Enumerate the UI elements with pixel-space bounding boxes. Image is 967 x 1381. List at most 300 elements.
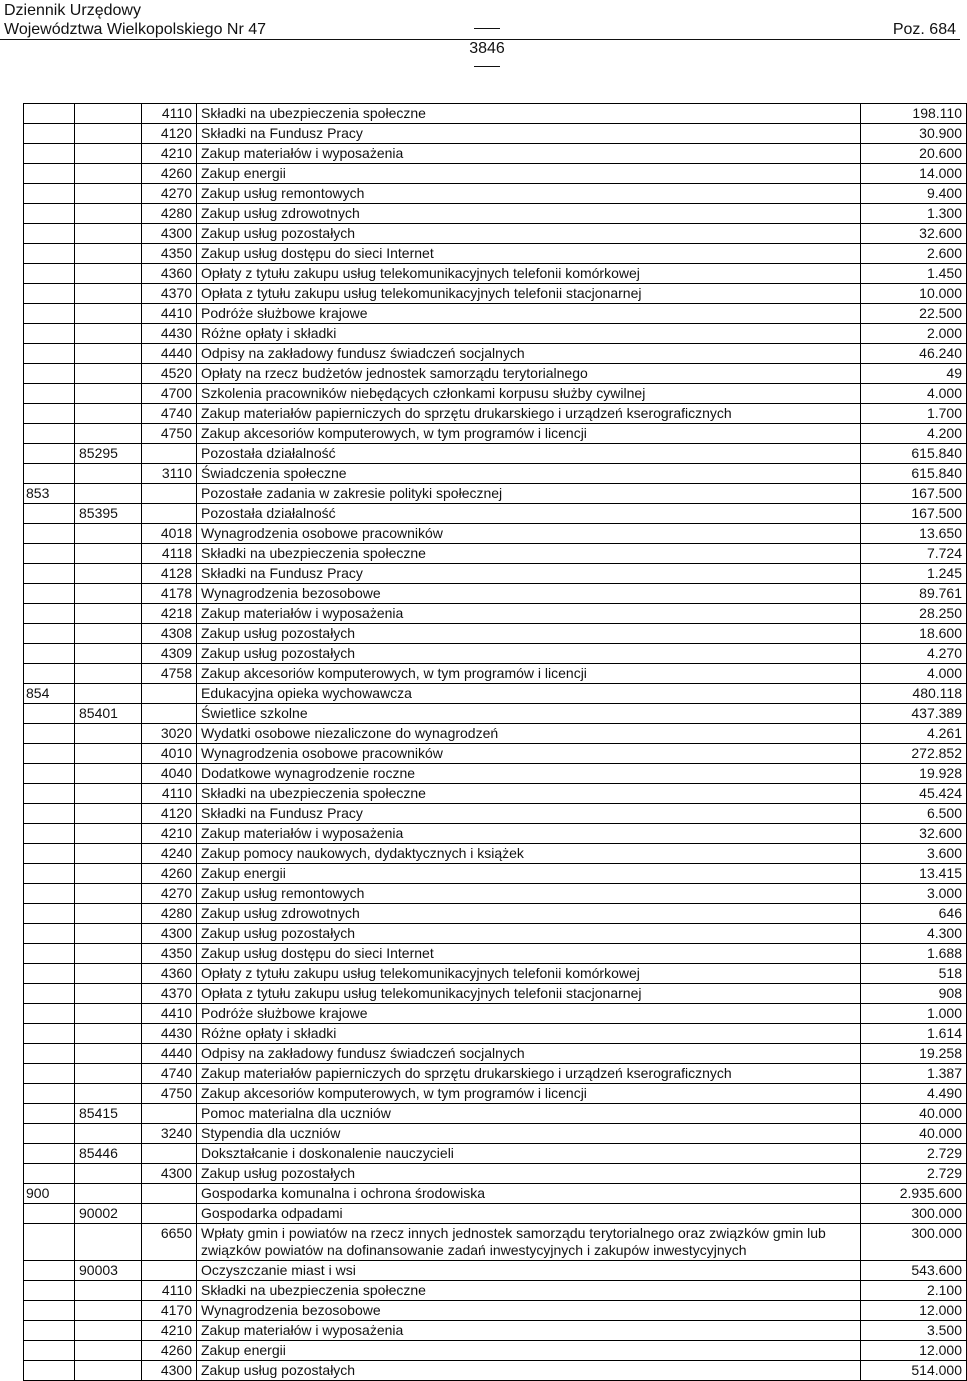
paragraf-cell: 3110 — [142, 464, 197, 484]
kwota-cell: 1.614 — [861, 1024, 967, 1044]
kwota-cell: 2.100 — [861, 1281, 967, 1301]
rozdzial-cell — [75, 684, 142, 704]
kwota-cell: 167.500 — [861, 484, 967, 504]
nazwa-cell: Zakup usług pozostałych — [197, 624, 861, 644]
dzial-cell — [24, 1261, 75, 1281]
nazwa-cell: Zakup akcesoriów komputerowych, w tym programów i licencji — [197, 424, 861, 444]
paragraf-cell — [142, 444, 197, 464]
table-row — [24, 544, 967, 564]
table-row — [24, 624, 967, 644]
kwota-cell: 1.450 — [861, 264, 967, 284]
dzial-cell — [24, 164, 75, 184]
table-row — [24, 104, 967, 124]
rozdzial-cell — [75, 324, 142, 344]
paragraf-cell — [142, 704, 197, 724]
journal-subtitle: Województwa Wielkopolskiego Nr 47 — [4, 21, 267, 38]
kwota-cell: 89.761 — [861, 584, 967, 604]
table-row — [24, 1164, 967, 1184]
dzial-cell — [24, 644, 75, 664]
kwota-cell: 4.000 — [861, 384, 967, 404]
nazwa-cell: Zakup usług pozostałych — [197, 224, 861, 244]
nazwa-cell: Pomoc materialna dla uczniów — [197, 1104, 861, 1124]
nazwa-cell: Odpisy na zakładowy fundusz świadczeń socjalnych — [197, 344, 861, 364]
nazwa-cell: Zakup materiałów i wyposażenia — [197, 1321, 861, 1341]
table-row — [24, 1224, 967, 1261]
paragraf-cell: 3240 — [142, 1124, 197, 1144]
rozdzial-cell — [75, 944, 142, 964]
paragraf-cell: 4370 — [142, 284, 197, 304]
table-row — [24, 804, 967, 824]
kwota-cell: 2.729 — [861, 1164, 967, 1184]
kwota-cell: 45.424 — [861, 784, 967, 804]
rozdzial-cell — [75, 1164, 142, 1184]
nazwa-cell: Pozostała działalność — [197, 444, 861, 464]
dzial-cell — [24, 1361, 75, 1381]
rozdzial-cell: 85295 — [75, 444, 142, 464]
paragraf-cell — [142, 684, 197, 704]
paragraf-cell: 4218 — [142, 604, 197, 624]
table-row — [24, 684, 967, 704]
rozdzial-cell — [75, 404, 142, 424]
dzial-cell: 900 — [24, 1184, 75, 1204]
rozdzial-cell — [75, 224, 142, 244]
kwota-cell: 615.840 — [861, 464, 967, 484]
dzial-cell — [24, 544, 75, 564]
dzial-cell — [24, 964, 75, 984]
rozdzial-cell — [75, 1361, 142, 1381]
rozdzial-cell — [75, 1281, 142, 1301]
paragraf-cell: 4300 — [142, 924, 197, 944]
table-row — [24, 944, 967, 964]
rozdzial-cell: 90002 — [75, 1204, 142, 1224]
dzial-cell — [24, 824, 75, 844]
kwota-cell: 2.729 — [861, 1144, 967, 1164]
dzial-cell — [24, 1004, 75, 1024]
paragraf-cell: 4360 — [142, 964, 197, 984]
dzial-cell — [24, 424, 75, 444]
budget-table — [23, 103, 967, 1381]
nazwa-cell: Odpisy na zakładowy fundusz świadczeń socjalnych — [197, 1044, 861, 1064]
nazwa-cell: Zakup materiałów i wyposażenia — [197, 604, 861, 624]
paragraf-cell: 4740 — [142, 1064, 197, 1084]
table-row — [24, 1044, 967, 1064]
nazwa-cell: Gospodarka odpadami — [197, 1204, 861, 1224]
table-row — [24, 424, 967, 444]
table-row — [24, 1301, 967, 1321]
paragraf-cell: 4430 — [142, 1024, 197, 1044]
kwota-cell: 18.600 — [861, 624, 967, 644]
kwota-cell: 167.500 — [861, 504, 967, 524]
nazwa-cell: Wynagrodzenia osobowe pracowników — [197, 524, 861, 544]
dzial-cell — [24, 584, 75, 604]
nazwa-cell: Wpłaty gmin i powiatów na rzecz innych jednostek samorządu terytorialnego oraz związków gmin lub związków powiatów na dofinansowanie zadań inwestycyjnych i zakupów inwestycyjnych — [197, 1224, 861, 1261]
nazwa-cell: Świadczenia społeczne — [197, 464, 861, 484]
nazwa-cell: Składki na ubezpieczenia społeczne — [197, 1281, 861, 1301]
paragraf-cell — [142, 1184, 197, 1204]
rozdzial-cell — [75, 624, 142, 644]
kwota-cell: 1.688 — [861, 944, 967, 964]
nazwa-cell: Wynagrodzenia bezosobowe — [197, 584, 861, 604]
kwota-cell: 300.000 — [861, 1204, 967, 1224]
table-row — [24, 564, 967, 584]
kwota-cell: 646 — [861, 904, 967, 924]
paragraf-cell: 4300 — [142, 1361, 197, 1381]
paragraf-cell: 4178 — [142, 584, 197, 604]
nazwa-cell: Zakup usług zdrowotnych — [197, 904, 861, 924]
nazwa-cell: Opłata z tytułu zakupu usług telekomunikacyjnych telefonii stacjonarnej — [197, 984, 861, 1004]
kwota-cell: 40.000 — [861, 1104, 967, 1124]
rozdzial-cell — [75, 364, 142, 384]
table-row — [24, 1124, 967, 1144]
paragraf-cell: 3020 — [142, 724, 197, 744]
dzial-cell — [24, 624, 75, 644]
rozdzial-cell — [75, 524, 142, 544]
nazwa-cell: Opłaty z tytułu zakupu usług telekomunikacyjnych telefonii komórkowej — [197, 964, 861, 984]
nazwa-cell: Dodatkowe wynagrodzenie roczne — [197, 764, 861, 784]
dzial-cell: 853 — [24, 484, 75, 504]
nazwa-cell: Składki na Fundusz Pracy — [197, 564, 861, 584]
dzial-cell — [24, 1204, 75, 1224]
rozdzial-cell — [75, 204, 142, 224]
nazwa-cell: Wynagrodzenia osobowe pracowników — [197, 744, 861, 764]
dzial-cell — [24, 344, 75, 364]
nazwa-cell: Pozostała działalność — [197, 504, 861, 524]
table-row — [24, 524, 967, 544]
table-row — [24, 404, 967, 424]
rozdzial-cell — [75, 1301, 142, 1321]
position-number: Poz. 684 — [892, 21, 956, 38]
paragraf-cell: 4410 — [142, 1004, 197, 1024]
table-row — [24, 744, 967, 764]
nazwa-cell: Zakup usług pozostałych — [197, 924, 861, 944]
kwota-cell: 19.258 — [861, 1044, 967, 1064]
nazwa-cell: Różne opłaty i składki — [197, 1024, 861, 1044]
paragraf-cell: 4120 — [142, 804, 197, 824]
paragraf-cell — [142, 1204, 197, 1224]
table-row — [24, 644, 967, 664]
kwota-cell: 22.500 — [861, 304, 967, 324]
paragraf-cell: 4110 — [142, 104, 197, 124]
paragraf-cell: 4350 — [142, 244, 197, 264]
nazwa-cell: Opłaty z tytułu zakupu usług telekomunikacyjnych telefonii komórkowej — [197, 264, 861, 284]
dzial-cell — [24, 104, 75, 124]
rozdzial-cell — [75, 344, 142, 364]
paragraf-cell: 4440 — [142, 1044, 197, 1064]
paragraf-cell: 4280 — [142, 204, 197, 224]
rozdzial-cell: 85415 — [75, 1104, 142, 1124]
paragraf-cell: 4260 — [142, 164, 197, 184]
table-row — [24, 984, 967, 1004]
nazwa-cell: Zakup usług pozostałych — [197, 644, 861, 664]
budget-table-body — [24, 104, 967, 1381]
paragraf-cell: 4110 — [142, 784, 197, 804]
paragraf-cell — [142, 484, 197, 504]
kwota-cell: 4.300 — [861, 924, 967, 944]
table-row — [24, 904, 967, 924]
paragraf-cell: 4260 — [142, 864, 197, 884]
rozdzial-cell — [75, 1341, 142, 1361]
kwota-cell: 19.928 — [861, 764, 967, 784]
nazwa-cell: Stypendia dla uczniów — [197, 1124, 861, 1144]
rozdzial-cell — [75, 1084, 142, 1104]
rozdzial-cell — [75, 544, 142, 564]
nazwa-cell: Zakup usług dostępu do sieci Internet — [197, 944, 861, 964]
kwota-cell: 12.000 — [861, 1341, 967, 1361]
kwota-cell: 518 — [861, 964, 967, 984]
dzial-cell — [24, 364, 75, 384]
kwota-cell: 4.270 — [861, 644, 967, 664]
rozdzial-cell: 90003 — [75, 1261, 142, 1281]
dzial-cell — [24, 604, 75, 624]
nazwa-cell: Opłata z tytułu zakupu usług telekomunikacyjnych telefonii stacjonarnej — [197, 284, 861, 304]
kwota-cell: 30.900 — [861, 124, 967, 144]
dzial-cell — [24, 404, 75, 424]
nazwa-cell: Opłaty na rzecz budżetów jednostek samorządu terytorialnego — [197, 364, 861, 384]
dzial-cell — [24, 884, 75, 904]
dzial-cell — [24, 764, 75, 784]
nazwa-cell: Składki na Fundusz Pracy — [197, 124, 861, 144]
paragraf-cell: 4110 — [142, 1281, 197, 1301]
nazwa-cell: Zakup usług zdrowotnych — [197, 204, 861, 224]
rozdzial-cell — [75, 1224, 142, 1261]
rozdzial-cell — [75, 1184, 142, 1204]
rozdzial-cell — [75, 884, 142, 904]
kwota-cell: 1.245 — [861, 564, 967, 584]
table-row — [24, 1104, 967, 1124]
rozdzial-cell — [75, 264, 142, 284]
table-row — [24, 304, 967, 324]
rozdzial-cell — [75, 804, 142, 824]
kwota-cell: 20.600 — [861, 144, 967, 164]
paragraf-cell: 4360 — [142, 264, 197, 284]
kwota-cell: 480.118 — [861, 684, 967, 704]
paragraf-cell: 4350 — [142, 944, 197, 964]
kwota-cell: 3.000 — [861, 884, 967, 904]
nazwa-cell: Zakup energii — [197, 864, 861, 884]
table-row — [24, 1204, 967, 1224]
dzial-cell — [24, 1064, 75, 1084]
dash-left — [474, 28, 500, 29]
paragraf-cell — [142, 1104, 197, 1124]
paragraf-cell: 4300 — [142, 224, 197, 244]
dzial-cell — [24, 1321, 75, 1341]
dzial-cell — [24, 144, 75, 164]
kwota-cell: 4.261 — [861, 724, 967, 744]
nazwa-cell: Świetlice szkolne — [197, 704, 861, 724]
rozdzial-cell — [75, 604, 142, 624]
rozdzial-cell — [75, 1044, 142, 1064]
nazwa-cell: Podróże służbowe krajowe — [197, 1004, 861, 1024]
kwota-cell: 198.110 — [861, 104, 967, 124]
dzial-cell — [24, 784, 75, 804]
paragraf-cell: 4170 — [142, 1301, 197, 1321]
rozdzial-cell: 85395 — [75, 504, 142, 524]
nazwa-cell: Składki na ubezpieczenia społeczne — [197, 544, 861, 564]
rozdzial-cell — [75, 984, 142, 1004]
dzial-cell — [24, 524, 75, 544]
rozdzial-cell — [75, 844, 142, 864]
rozdzial-cell — [75, 584, 142, 604]
rozdzial-cell — [75, 924, 142, 944]
table-row — [24, 264, 967, 284]
paragraf-cell — [142, 504, 197, 524]
dzial-cell — [24, 804, 75, 824]
rozdzial-cell — [75, 184, 142, 204]
paragraf-cell: 4270 — [142, 884, 197, 904]
kwota-cell: 7.724 — [861, 544, 967, 564]
table-row — [24, 844, 967, 864]
dzial-cell — [24, 564, 75, 584]
table-row — [24, 224, 967, 244]
dzial-cell — [24, 1084, 75, 1104]
paragraf-cell — [142, 1144, 197, 1164]
nazwa-cell: Wydatki osobowe niezaliczone do wynagrodzeń — [197, 724, 861, 744]
paragraf-cell: 4300 — [142, 1164, 197, 1184]
kwota-cell: 514.000 — [861, 1361, 967, 1381]
kwota-cell: 1.387 — [861, 1064, 967, 1084]
kwota-cell: 1.300 — [861, 204, 967, 224]
kwota-cell: 46.240 — [861, 344, 967, 364]
dzial-cell — [24, 1024, 75, 1044]
kwota-cell: 4.490 — [861, 1084, 967, 1104]
table-row — [24, 204, 967, 224]
nazwa-cell: Składki na ubezpieczenia społeczne — [197, 104, 861, 124]
rozdzial-cell — [75, 464, 142, 484]
dzial-cell — [24, 924, 75, 944]
table-row — [24, 784, 967, 804]
paragraf-cell: 4128 — [142, 564, 197, 584]
nazwa-cell: Składki na Fundusz Pracy — [197, 804, 861, 824]
nazwa-cell: Zakup energii — [197, 164, 861, 184]
paragraf-cell: 4280 — [142, 904, 197, 924]
dzial-cell — [24, 1104, 75, 1124]
nazwa-cell: Gospodarka komunalna i ochrona środowiska — [197, 1184, 861, 1204]
dzial-cell — [24, 324, 75, 344]
dzial-cell — [24, 224, 75, 244]
nazwa-cell: Zakup materiałów papierniczych do sprzętu drukarskiego i urządzeń kserograficznych — [197, 1064, 861, 1084]
kwota-cell: 28.250 — [861, 604, 967, 624]
paragraf-cell: 4750 — [142, 424, 197, 444]
rozdzial-cell — [75, 784, 142, 804]
table-row — [24, 964, 967, 984]
dzial-cell — [24, 844, 75, 864]
kwota-cell: 4.000 — [861, 664, 967, 684]
dzial-cell — [24, 1224, 75, 1261]
rozdzial-cell — [75, 164, 142, 184]
dzial-cell — [24, 384, 75, 404]
table-row — [24, 1341, 967, 1361]
nazwa-cell: Zakup materiałów i wyposażenia — [197, 824, 861, 844]
table-row — [24, 884, 967, 904]
paragraf-cell: 4018 — [142, 524, 197, 544]
table-row — [24, 1361, 967, 1381]
table-row — [24, 184, 967, 204]
dzial-cell — [24, 204, 75, 224]
table-row — [24, 284, 967, 304]
table-row — [24, 1024, 967, 1044]
rozdzial-cell — [75, 1321, 142, 1341]
nazwa-cell: Zakup akcesoriów komputerowych, w tym programów i licencji — [197, 1084, 861, 1104]
dzial-cell — [24, 504, 75, 524]
nazwa-cell: Edukacyjna opieka wychowawcza — [197, 684, 861, 704]
dzial-cell — [24, 1124, 75, 1144]
paragraf-cell: 4118 — [142, 544, 197, 564]
paragraf-cell: 4309 — [142, 644, 197, 664]
kwota-cell: 4.200 — [861, 424, 967, 444]
dzial-cell — [24, 864, 75, 884]
header-rule — [0, 39, 960, 40]
dzial-cell — [24, 944, 75, 964]
table-row — [24, 1084, 967, 1104]
dzial-cell — [24, 304, 75, 324]
dzial-cell — [24, 984, 75, 1004]
paragraf-cell: 4210 — [142, 144, 197, 164]
rozdzial-cell — [75, 644, 142, 664]
kwota-cell: 1.000 — [861, 1004, 967, 1024]
dzial-cell — [24, 124, 75, 144]
paragraf-cell: 4430 — [142, 324, 197, 344]
nazwa-cell: Różne opłaty i składki — [197, 324, 861, 344]
nazwa-cell: Zakup materiałów i wyposażenia — [197, 144, 861, 164]
kwota-cell: 543.600 — [861, 1261, 967, 1281]
paragraf-cell: 4040 — [142, 764, 197, 784]
kwota-cell: 9.400 — [861, 184, 967, 204]
rozdzial-cell — [75, 1064, 142, 1084]
nazwa-cell: Zakup energii — [197, 1341, 861, 1361]
rozdzial-cell — [75, 744, 142, 764]
dzial-cell — [24, 1044, 75, 1064]
kwota-cell: 32.600 — [861, 224, 967, 244]
table-row — [24, 864, 967, 884]
nazwa-cell: Zakup akcesoriów komputerowych, w tym programów i licencji — [197, 664, 861, 684]
kwota-cell: 1.700 — [861, 404, 967, 424]
table-row — [24, 704, 967, 724]
kwota-cell: 14.000 — [861, 164, 967, 184]
kwota-cell: 3.600 — [861, 844, 967, 864]
rozdzial-cell — [75, 964, 142, 984]
kwota-cell: 13.415 — [861, 864, 967, 884]
rozdzial-cell — [75, 904, 142, 924]
nazwa-cell: Zakup usług pozostałych — [197, 1164, 861, 1184]
dash-right — [474, 66, 500, 67]
kwota-cell: 10.000 — [861, 284, 967, 304]
rozdzial-cell — [75, 564, 142, 584]
table-row — [24, 1184, 967, 1204]
nazwa-cell: Pozostałe zadania w zakresie polityki społecznej — [197, 484, 861, 504]
rozdzial-cell — [75, 1004, 142, 1024]
kwota-cell: 3.500 — [861, 1321, 967, 1341]
rozdzial-cell — [75, 1124, 142, 1144]
table-row — [24, 324, 967, 344]
table-row — [24, 484, 967, 504]
kwota-cell: 12.000 — [861, 1301, 967, 1321]
table-row — [24, 1281, 967, 1301]
table-row — [24, 464, 967, 484]
paragraf-cell: 4210 — [142, 1321, 197, 1341]
dzial-cell — [24, 744, 75, 764]
kwota-cell: 32.600 — [861, 824, 967, 844]
kwota-cell: 272.852 — [861, 744, 967, 764]
table-row — [24, 1261, 967, 1281]
nazwa-cell: Składki na ubezpieczenia społeczne — [197, 784, 861, 804]
table-row — [24, 924, 967, 944]
paragraf-cell: 4240 — [142, 844, 197, 864]
table-row — [24, 724, 967, 744]
nazwa-cell: Podróże służbowe krajowe — [197, 304, 861, 324]
nazwa-cell: Wynagrodzenia bezosobowe — [197, 1301, 861, 1321]
nazwa-cell: Oczyszczanie miast i wsi — [197, 1261, 861, 1281]
dzial-cell — [24, 904, 75, 924]
